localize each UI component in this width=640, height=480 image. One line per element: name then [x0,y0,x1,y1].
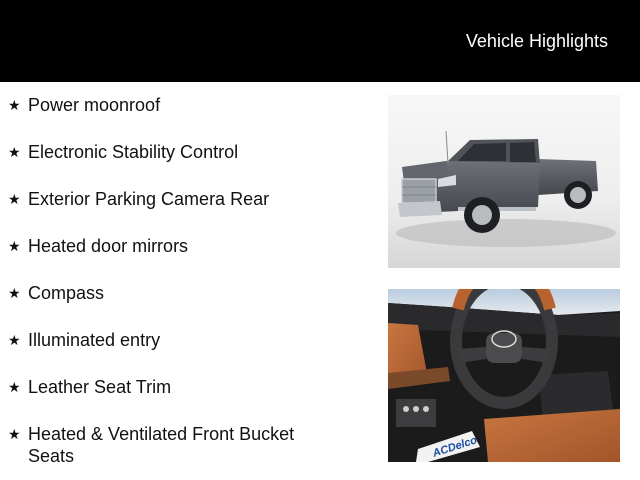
feature-label: Heated door mirrors [28,236,189,256]
star-icon: ★ [8,379,21,395]
feature-label: Electronic Stability Control [28,142,239,162]
feature-label: Heated & Ventilated Front Bucket Seats [28,424,295,466]
truck-interior-photo[interactable] [388,289,620,462]
feature-label: Compass [28,283,105,303]
feature-label: Leather Seat Trim [28,377,172,397]
feature-item [8,329,328,351]
star-icon: ★ [8,285,21,301]
feature-item [8,141,328,163]
floor-mat-logo: ACDelco [431,434,479,460]
feature-label: Illuminated entry [28,330,161,350]
star-icon: ★ [8,238,21,254]
star-icon: ★ [8,426,21,442]
star-icon: ★ [8,332,21,348]
feature-label: Exterior Parking Camera Rear [28,189,270,209]
page-title: Vehicle Highlights [465,31,608,51]
star-icon: ★ [8,191,21,207]
feature-item [8,188,328,210]
feature-item [8,423,308,467]
interior-illustration [388,289,620,462]
star-icon: ★ [8,97,21,113]
feature-item [8,94,328,116]
star-icon: ★ [8,144,21,160]
feature-item [8,376,328,398]
feature-label: Power moonroof [28,95,161,115]
truck-illustration [388,95,620,268]
header-bar [0,0,640,82]
feature-item [8,282,328,304]
feature-item [8,235,328,257]
truck-exterior-photo[interactable] [388,95,620,268]
